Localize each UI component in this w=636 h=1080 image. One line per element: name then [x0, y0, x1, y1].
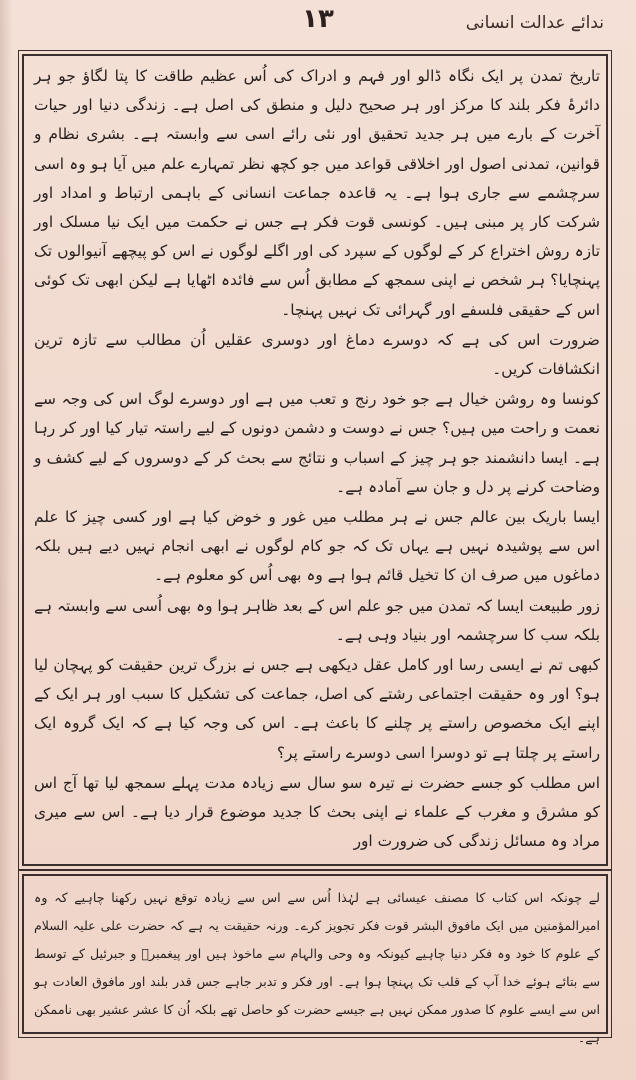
main-text-block [34, 62, 600, 862]
page-header [18, 4, 618, 44]
page-edge-shadow [0, 0, 12, 1080]
paragraph: کبھی تم نے ایسی رسا اور کامل عقل دیکھی ہے جس نے بزرگ ترین حقیقت کو پہچان لیا ہو؟ اور وہ حقیقت اجتماعی رشتے کی اصل، جماعت کی تشکیل کا سبب اور ہر ایک کے اپنے ایک مخصوص راستے پر چلنے کا باعث ہے۔ اس کی وجہ کیا ہے کہ ایک گروہ ایک راستے پر چلتا ہے تو دوسرا اسی دوسرے راستے پر؟ [34, 656, 600, 762]
paragraph: کونسا وہ روشن خیال ہے جو خود رنج و تعب میں ہے اور دوسرے لوگ اس کی وجہ سے نعمت و راحت میں ہیں؟ جس نے دوست و دشمن دونوں کے لیے راستہ تیار کیا اور کر رہا ہے۔ ایسا دانشمند جو ہر چیز کے اسباب و نتائج سے بحث کر کے دوسروں کے لیے کشف و وضاحت کرنے پر دل و جان سے آمادہ ہے۔ [34, 390, 600, 496]
footnote-block [34, 884, 600, 1045]
footnote-text: لے چونکہ اس کتاب کا مصنف عیسائی ہے لہٰذا اُس سے اس سے زیادہ توقع نہیں رکھنا چاہیے کہ وہ امیرالمؤمنین میں ایک مافوق البشر قوت فکر تجویز کرے۔ ورنہ حقیقت یہ ہے کہ حضرت علی علیہ السلام کے علوم کا خود وہ فکر دنیا چاہیے کیونکہ وہ وحی والہام سے ماخوذ ہیں اور پیغمبرؐ و جبرئیل کے توسط سے بتائے ہوئے خدا آپ کے قلب تک پہنچا ہوا ہے۔ اور فکر و تدبر جاہے جس قدر بلند اور مافوق العادت ہو اس سے ایسے علوم کا صدور ممکن نہیں ہے جیسے حضرت کو حاصل تھے بلکہ اُن کا عشر عشیر بھی ناممکن ہے۔ [34, 890, 600, 1045]
paragraph: ایسا باریک بین عالم جس نے ہر مطلب میں غور و خوض کیا ہے اور کسی چیز کا علم اس سے پوشیدہ نہیں ہے یہاں تک کہ جو کام لوگوں نے ابھی انجام نہیں دیے ہیں بلکہ دماغوں میں صرف ان کا تخیل قائم ہوا ہے وہ بھی اُس کو معلوم ہے۔ [34, 508, 600, 585]
paragraph: تاریخ تمدن پر ایک نگاہ ڈالو اور فہم و ادراک کی اُس عظیم طاقت کا پتا لگاؤ جو ہر دائرۂ فکر بلند کا مرکز اور ہر صحیح دلیل و منطق کی اصل ہے۔ زندگی دنیا اور حیات آخرت کے بارے میں ہر جدید تحقیق اور نئی رائے اسی سے وابستہ ہے۔ بشری نظام و قوانین، تمدنی اصول اور اخلاقی قواعد میں جو کچھ نظر تمہارے علم میں آیا ہو وہ اسی سرچشمے سے جاری ہوا ہے۔ یہ قاعدہ جماعت انسانی کے باہمی ارتباط و امداد اور شرکت کار پر مبنی ہیں۔ کونسی قوت فکر ہے جس نے حکمت میں ایک نیا مسلک اور تازہ روش اختراع کر کے لوگوں کے سپرد کی اور اگلے لوگوں نے اس کو پیچھے آنیوالوں تک پہنچایا؟ ہر شخص نے اپنی سمجھ کے مطابق اُس سے فائدہ اٹھایا ہے لیکن ابھی تک کوئی اس کے حقیقی فلسفے اور گہرائی تک نہیں پہنچا۔ [34, 67, 600, 319]
paragraph: اس مطلب کو جسے حضرت نے تیرہ سو سال سے زیادہ مدت پہلے سمجھ لیا تھا آج اس کو مشرق و مغرب کے علماء نے اپنی بحث کا جدید موضوع قرار دیا ہے۔ اس سے میری مراد وہ مسائل زندگی کی ضرورت اور [34, 773, 600, 851]
running-title: ندائے عدالت انسانی [465, 13, 604, 33]
paragraph: زور طبیعت ایسا کہ تمدن میں جو علم اس کے بعد ظاہر ہوا وہ بھی اُسی سے وابستہ ہے بلکہ سب کا سرچشمہ اور بنیاد وہی ہے۔ [34, 596, 600, 644]
paragraph: ضرورت اس کی ہے کہ دوسرے دماغ اور دوسری عقلیں اُن مطالب سے تازہ ترین انکشافات کریں۔ [34, 330, 600, 379]
page-number: ۱۳ [302, 4, 334, 34]
